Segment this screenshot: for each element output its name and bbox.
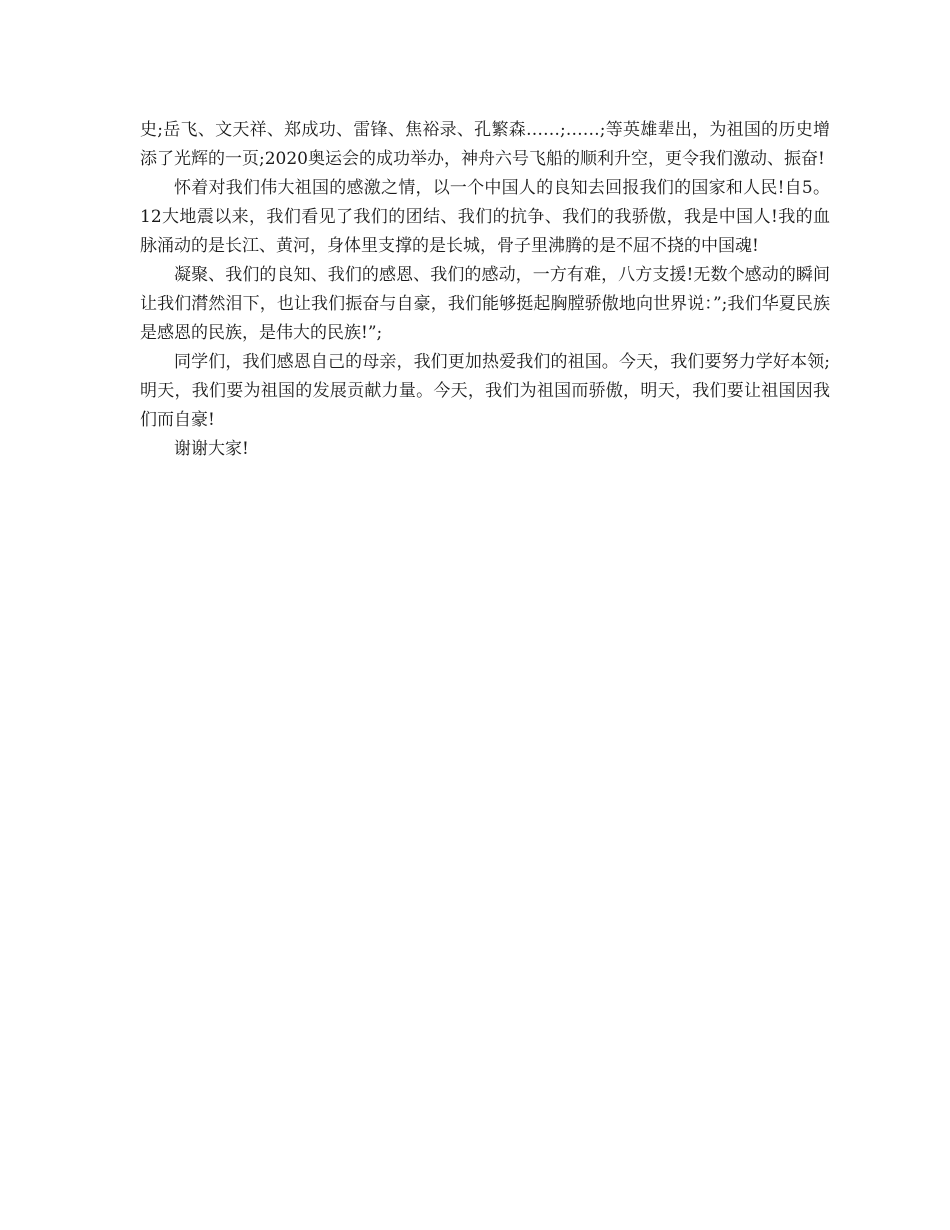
paragraph-closing: 谢谢大家! [174, 439, 249, 459]
document-body [140, 116, 830, 464]
paragraph-unity: 凝聚、我们的良知、我们的感恩、我们的感动，一方有难，八方支援!无数个感动的瞬间让我们潸然泪下，也让我们振奋与自豪，我们能够挺起胸膛骄傲地向世界说：”;我们华夏民族是感恩的民族，是伟大的民族!”; [140, 265, 830, 343]
paragraph-gratitude: 怀着对我们伟大祖国的感激之情，以一个中国人的良知去回报我们的国家和人民!自5。12大地震以来，我们看见了我们的团结、我们的抗争、我们的我骄傲，我是中国人!我的血脉涌动的是长江、黄河，身体里支撑的是长城，骨子里沸腾的是不屈不挠的中国魂! [140, 178, 830, 256]
paragraph-heroes: 史;岳飞、文天祥、郑成功、雷锋、焦裕录、孔繁森……;……;等英雄辈出，为祖国的历史增添了光辉的一页;2020奥运会的成功举办，神舟六号飞船的顺利升空，更令我们激动、振奋! [140, 120, 830, 169]
paragraph-students: 同学们，我们感恩自己的母亲，我们更加热爱我们的祖国。今天，我们要努力学好本领;明天，我们要为祖国的发展贡献力量。今天，我们为祖国而骄傲，明天，我们要让祖国因我们而自豪! [140, 352, 830, 430]
